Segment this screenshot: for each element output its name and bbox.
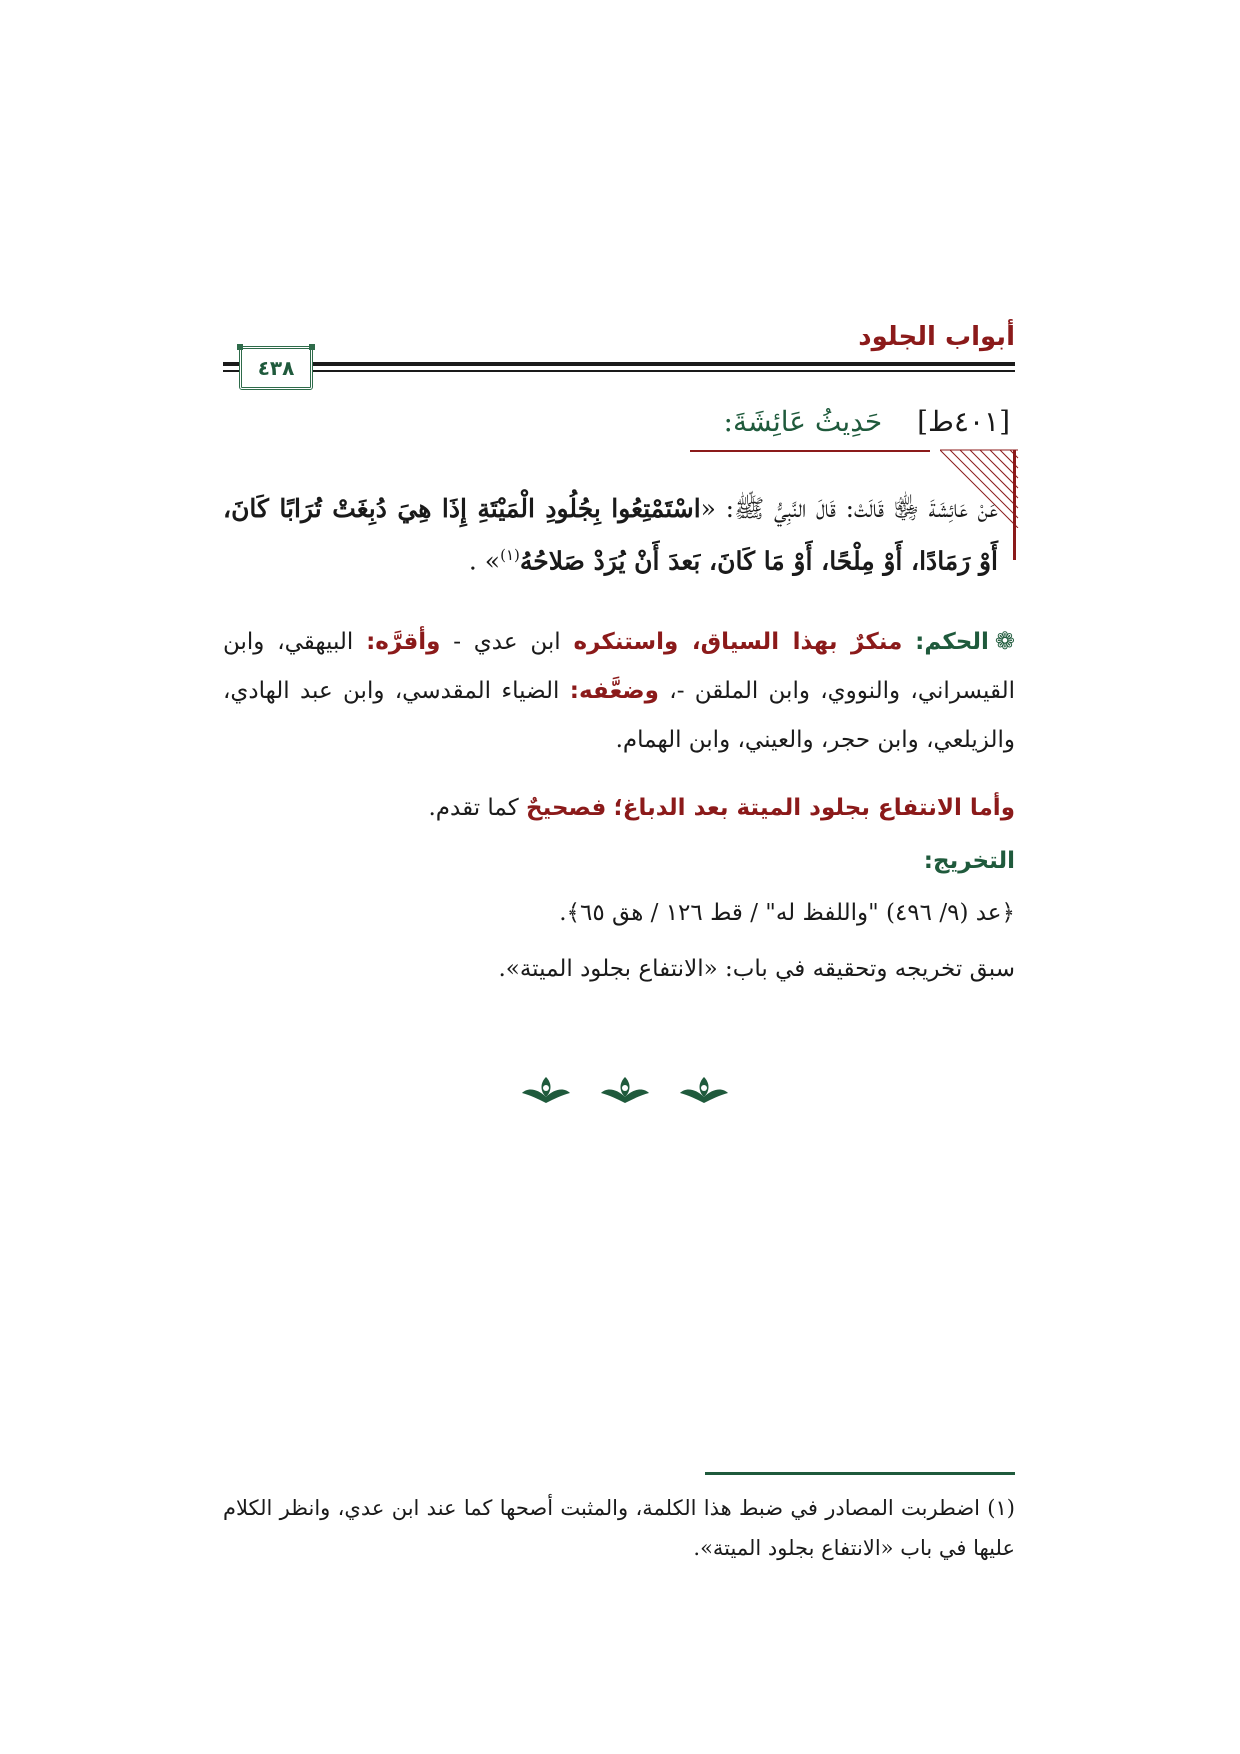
header-rule-thick xyxy=(223,362,1015,366)
flower-ornament-icon xyxy=(599,1073,651,1107)
weakened-label: وضعَّفه: xyxy=(569,678,659,704)
takhrij-label: التخريج: xyxy=(923,848,1015,874)
hadith-number: [٤٠١ط] xyxy=(917,405,1010,438)
benefit-line xyxy=(428,795,1015,821)
hadith-title: حَدِيثُ عَائِشَةَ: xyxy=(723,405,883,438)
hadith-heading xyxy=(724,405,1010,438)
ruling-verdict: منكرٌ بهذا السياق، واستنكره xyxy=(573,629,903,655)
ruling-text-3: الضياء المقدسي، وابن عبد الهادي، والزيلعي، وابن حجر، والعيني، وابن الهمام. xyxy=(223,678,1015,753)
ruling-label: الحكم: xyxy=(915,629,989,655)
page-number: ٤٣٨ xyxy=(257,356,295,380)
hadith-matn: اسْتَمْتِعُوا بِجُلُودِ الْمَيْتَةِ إِذَا هِيَ دُبِغَتْ تُرَابًا كَانَ، أَوْ رَمَادًا، أَوْ مِلْحًا، أَوْ مَا كَانَ، بَعدَ أَنْ يُرَدْ صَلاحُهُ xyxy=(223,494,998,576)
page-number-frame xyxy=(239,346,313,390)
hadith-side-bar xyxy=(1013,450,1016,560)
separator-ornament xyxy=(520,1070,730,1110)
chapter-title: أبواب الجلود xyxy=(858,322,1015,352)
rosette-icon: ❁ xyxy=(994,627,1015,655)
heading-underline xyxy=(690,450,930,452)
benefit-verdict: فصحيحٌ xyxy=(526,795,607,821)
hadith-intro: عَنْ عَائِشَةَ ﵂ قَالَتْ: قَالَ النَّبِيُّ ﷺ: « xyxy=(700,494,998,523)
hadith-end: » . xyxy=(468,546,501,576)
flower-ornament-icon xyxy=(678,1073,730,1107)
header-rule-thin xyxy=(223,370,1015,372)
approved-label: وأقرَّه: xyxy=(366,629,441,655)
hadith-text xyxy=(223,486,998,584)
takhrij-reference: ﴿عد (٩/ ٤٩٦) "واللفظ له" / قط ١٢٦ / هق ٦٥﴾. xyxy=(559,900,1015,926)
ruling-text-1: ابن عدي - xyxy=(440,629,574,655)
benefit-text: وأما الانتفاع بجلود الميتة بعد الدباغ؛ xyxy=(613,795,1015,821)
footnote-marker[interactable]: (١) xyxy=(500,546,520,564)
takhrij-note: سبق تخريجه وتحقيقه في باب: «الانتفاع بجلود الميتة». xyxy=(498,956,1015,982)
page-header xyxy=(223,318,1015,388)
ruling-text-2: البيهقي، وابن القيسراني، والنووي، وابن الملقن -، xyxy=(223,629,1015,704)
benefit-end: كما تقدم. xyxy=(428,795,526,821)
footnote: (١) اضطربت المصادر في ضبط هذا الكلمة، والمثبت أصحها كما عند ابن عدي، وانظر الكلام عليها في باب «الانتفاع بجلود الميتة». xyxy=(223,1496,1015,1560)
ruling-block xyxy=(223,617,1015,765)
footnote-separator xyxy=(705,1472,1015,1475)
flower-ornament-icon xyxy=(520,1073,572,1107)
